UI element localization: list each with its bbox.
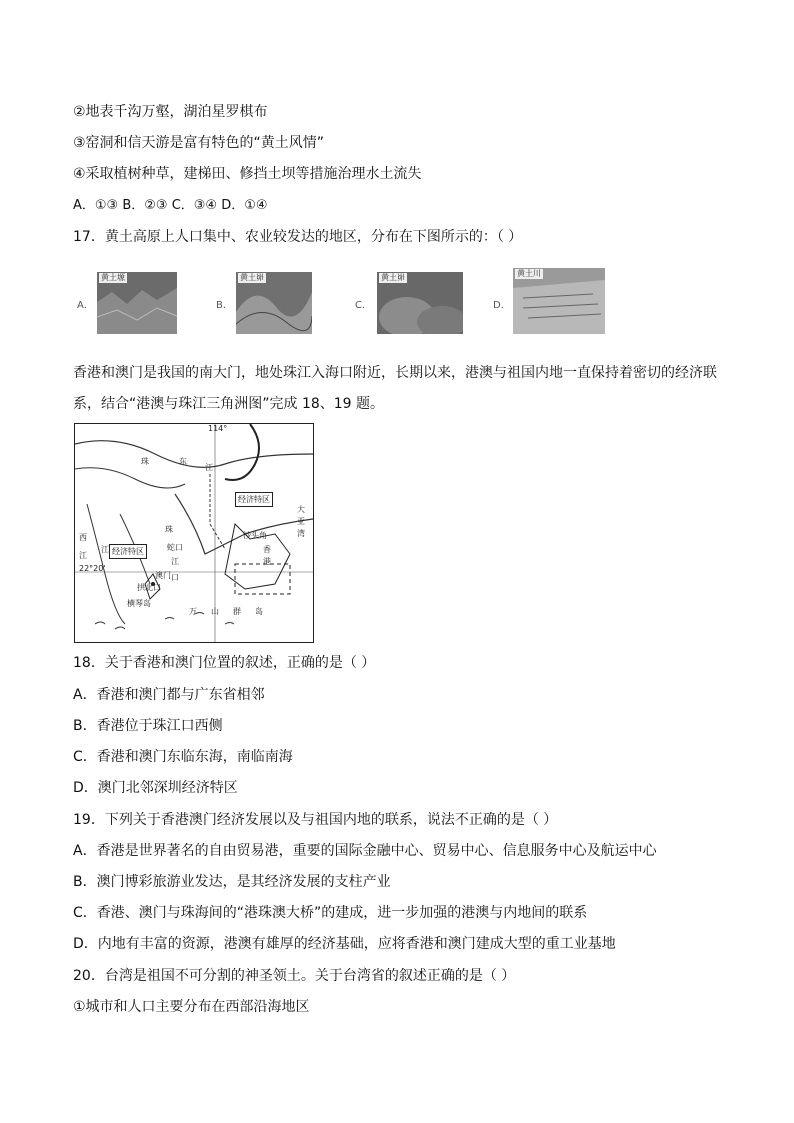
q18-option-b: B．香港位于珠江口西侧 bbox=[73, 718, 223, 734]
map-label-da: 大 bbox=[297, 505, 305, 514]
q18-option-d: D．澳门北邻深圳经济特区 bbox=[73, 780, 238, 796]
option-a-tag: 黄土塬 bbox=[101, 273, 125, 282]
q18-option-c: C．香港和澳门东临东海，南临南海 bbox=[73, 749, 293, 765]
map-label-jiang-4: 江 bbox=[171, 557, 179, 566]
q19-option-c: C．香港、澳门与珠海间的“港珠澳大桥”的建成，进一步加强的港澳与内地间的联系 bbox=[73, 905, 588, 921]
map-label-dong: 东 bbox=[179, 457, 187, 466]
latitude-label: 22°20' bbox=[79, 564, 106, 573]
option-d-letter: D． bbox=[493, 300, 511, 311]
map-label-macao: 澳门 bbox=[155, 571, 171, 580]
q18-stem: 18．关于香港和澳门位置的叙述，正确的是（ ） bbox=[73, 655, 376, 671]
map-label-zhu: 珠 bbox=[141, 457, 149, 466]
map-label-ya: 亚 bbox=[297, 517, 305, 526]
line-2: ③窑洞和信天游是富有特色的“黄土风情” bbox=[73, 135, 325, 151]
q18-option-a: A．香港和澳门都与广东省相邻 bbox=[73, 687, 265, 703]
map-label-hengqin: 横琴岛 bbox=[127, 599, 151, 608]
longitude-label: 114° bbox=[208, 424, 228, 433]
map-label-shatoujiao: 沙头角 bbox=[243, 531, 267, 540]
map-label-zhu-2: 珠 bbox=[165, 525, 173, 534]
q19-option-b: B．澳门博彩旅游业发达，是其经济发展的支柱产业 bbox=[73, 874, 391, 890]
map-label-xiang: 香 bbox=[263, 545, 271, 554]
map-label-shan: 山 bbox=[211, 607, 219, 616]
map-label-gang: 港 bbox=[263, 557, 271, 566]
q17-stem: 17．黄土高原上人口集中、农业较发达的地区，分布在下图所示的：（ ） bbox=[73, 229, 523, 245]
option-c-letter: C． bbox=[355, 300, 372, 311]
loess-hill-photo bbox=[377, 272, 463, 334]
map-label-wan-2: 万 bbox=[189, 607, 197, 616]
pearl-river-delta-map bbox=[74, 423, 314, 643]
loess-tableland-photo bbox=[97, 272, 177, 334]
map-label-xi: 西 bbox=[79, 533, 87, 542]
shenzhen-sez-box: 经济特区 bbox=[235, 492, 273, 507]
map-label-dao: 岛 bbox=[255, 607, 263, 616]
map-label-wan: 湾 bbox=[297, 529, 305, 538]
q19-option-d: D．内地有丰富的资源，港澳有雄厚的经济基础，应将香港和澳门建成大型的重工业基地 bbox=[73, 936, 616, 952]
line-1: ②地表千沟万壑，湖泊星罗棋布 bbox=[73, 104, 268, 120]
map-label-jiang-2: 江 bbox=[101, 545, 109, 554]
option-c-tag: 黄土峁 bbox=[381, 273, 405, 282]
map-label-jiang: 江 bbox=[205, 463, 213, 472]
option-a-letter: A． bbox=[77, 300, 94, 311]
passage-line-1: 香港和澳门是我国的南大门，地处珠江入海口附近，长期以来，港澳与祖国内地一直保持着密切的经济联 bbox=[73, 365, 717, 381]
loess-plain-photo bbox=[513, 268, 605, 334]
zhuhai-sez-box: 经济特区 bbox=[109, 544, 147, 559]
loess-ridge-photo bbox=[236, 272, 312, 334]
q19-stem: 19．下列关于香港澳门经济发展以及与祖国内地的联系，说法不正确的是（ ） bbox=[73, 812, 558, 828]
q20-stem: 20．台湾是祖国不可分割的神圣领土。关于台湾省的叙述正确的是（ ） bbox=[73, 968, 516, 984]
map-label-shekou: 蛇口 bbox=[167, 543, 183, 552]
map-label-qun: 群 bbox=[233, 607, 241, 616]
map-label-kou: 口 bbox=[171, 573, 179, 582]
option-b-tag: 黄土峁 bbox=[240, 273, 264, 282]
line-3: ④采取植树种草，建梯田、修挡土坝等措施治理水土流失 bbox=[73, 166, 422, 182]
q20-statement-1: ①城市和人口主要分布在西部沿海地区 bbox=[73, 999, 310, 1015]
map-label-jiang-3: 江 bbox=[79, 551, 87, 560]
map-label-gongbeikou: 拱北口 bbox=[137, 583, 161, 592]
passage-line-2: 系，结合“港澳与珠江三角洲图”完成 18、19 题。 bbox=[73, 396, 385, 412]
option-d-tag: 黄土川 bbox=[517, 269, 541, 278]
q16-options: A．①③ B．②③ C．③④ D．①④ bbox=[73, 198, 268, 213]
q19-option-a: A．香港是世界著名的自由贸易港，重要的国际金融中心、贸易中心、信息服务中心及航运中心 bbox=[73, 843, 657, 859]
option-b-letter: B． bbox=[216, 300, 233, 311]
